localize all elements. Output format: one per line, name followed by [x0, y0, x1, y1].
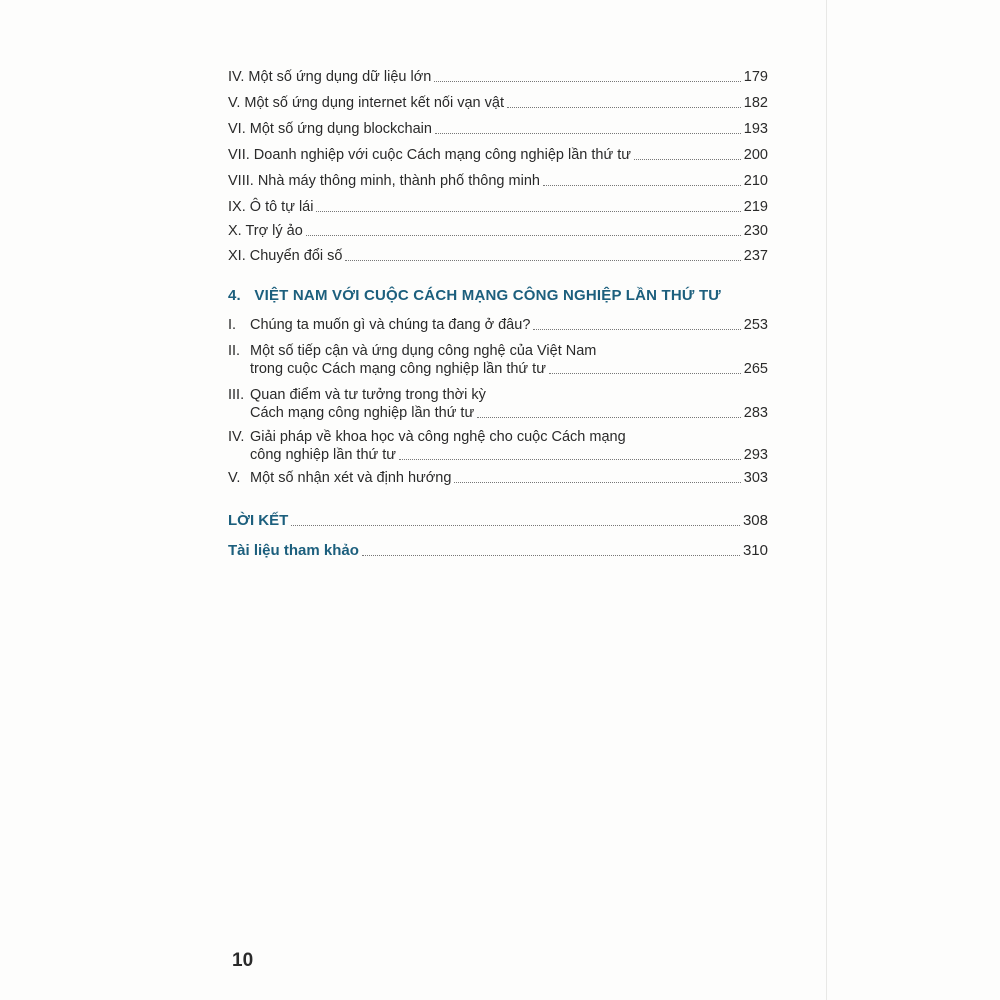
toc-entry[interactable] — [228, 342, 768, 378]
page-number: 10 — [232, 950, 254, 971]
dot-leader — [434, 81, 740, 82]
chapter-heading[interactable] — [228, 287, 768, 304]
toc-entry-page: 230 — [743, 223, 768, 239]
dot-leader — [362, 555, 740, 556]
toc-entry-label: VII. Doanh nghiệp với cuộc Cách mạng công nghiệp lần thứ tư — [228, 147, 631, 163]
toc-entry-roman: II. — [228, 343, 241, 359]
toc-entry[interactable] — [228, 428, 768, 464]
toc-entry-label: IV. Một số ứng dụng dữ liệu lớn — [228, 69, 432, 85]
toc-entry-page: 303 — [743, 470, 768, 486]
dot-leader — [399, 459, 741, 460]
toc-entry[interactable] — [228, 68, 768, 86]
dot-leader — [306, 235, 741, 236]
dot-leader — [316, 211, 740, 212]
dot-leader — [634, 159, 741, 160]
toc-entry-page: 219 — [743, 199, 768, 215]
dot-leader — [543, 185, 741, 186]
toc-entry[interactable] — [228, 120, 768, 138]
toc-entry-label-line1: Quan điểm và tư tưởng trong thời kỳ — [250, 387, 486, 403]
toc-entry-page: 200 — [743, 147, 768, 163]
toc-entry[interactable] — [228, 386, 768, 422]
toc-entry-page: 182 — [743, 95, 768, 111]
toc-entry-label-line1: Giải pháp về khoa học và công nghệ cho cuộc Cách mạng — [250, 429, 626, 445]
toc-entry-page: 293 — [743, 447, 768, 463]
dot-leader — [507, 107, 741, 108]
toc-entry[interactable] — [228, 247, 768, 265]
toc-entry[interactable] — [228, 172, 768, 190]
toc-entry-label: X. Trợ lý ảo — [228, 223, 303, 239]
toc-entry-page: 253 — [743, 317, 768, 333]
toc-entry-page: 265 — [743, 361, 768, 377]
closing-page: 308 — [742, 512, 768, 529]
references-label: Tài liệu tham khảo — [228, 542, 359, 559]
toc-entry-roman: I. — [228, 317, 237, 333]
toc-entry-page: 237 — [743, 248, 768, 264]
toc-closing-entry[interactable] — [228, 512, 768, 530]
dot-leader — [345, 260, 740, 261]
toc-entry-page: 193 — [743, 121, 768, 137]
toc-entry-label-line2: công nghiệp lần thứ tư — [250, 447, 396, 463]
toc-entry[interactable] — [228, 316, 768, 334]
toc-entry-page: 283 — [743, 405, 768, 421]
toc-entry-label-line2: trong cuộc Cách mạng công nghiệp lần thứ tư — [250, 361, 546, 377]
toc-entry-roman: V. — [228, 470, 241, 486]
toc-references-entry[interactable] — [228, 542, 768, 560]
toc-entry-page: 179 — [743, 69, 768, 85]
dot-leader — [477, 417, 741, 418]
dot-leader — [549, 373, 741, 374]
toc-entry-label: VIII. Nhà máy thông minh, thành phố thông minh — [228, 173, 540, 189]
dot-leader — [435, 133, 741, 134]
toc-entry-page: 210 — [743, 173, 768, 189]
toc-entry[interactable] — [228, 94, 768, 112]
references-page: 310 — [742, 542, 768, 559]
toc-entry-label: Chúng ta muốn gì và chúng ta đang ở đâu? — [250, 317, 531, 333]
toc-entry-roman: III. — [228, 387, 245, 403]
toc-entry-label: V. Một số ứng dụng internet kết nối vạn vật — [228, 95, 504, 111]
toc-entry-label: IX. Ô tô tự lái — [228, 199, 314, 215]
toc-entry[interactable] — [228, 469, 768, 487]
page-edge-line — [826, 0, 827, 1000]
toc-entry-label-line2: Cách mạng công nghiệp lần thứ tư — [250, 405, 475, 421]
dot-leader — [291, 525, 740, 526]
toc-entry[interactable] — [228, 222, 768, 240]
toc-entry-label: Một số nhận xét và định hướng — [250, 470, 452, 486]
dot-leader — [533, 329, 740, 330]
toc-entry[interactable] — [228, 198, 768, 216]
closing-label: LỜI KẾT — [228, 512, 289, 529]
toc-entry-label-line1: Một số tiếp cận và ứng dụng công nghệ của Việt Nam — [250, 343, 597, 359]
dot-leader — [454, 482, 740, 483]
toc-entry-roman: IV. — [228, 429, 245, 445]
chapter-title: VIỆT NAM VỚI CUỘC CÁCH MẠNG CÔNG NGHIỆP LẦN THỨ TƯ — [254, 287, 721, 304]
toc-entry-label: VI. Một số ứng dụng blockchain — [228, 121, 432, 137]
toc-entry[interactable] — [228, 146, 768, 164]
chapter-number: 4. — [228, 287, 241, 304]
toc-entry-label: XI. Chuyển đổi số — [228, 248, 343, 264]
